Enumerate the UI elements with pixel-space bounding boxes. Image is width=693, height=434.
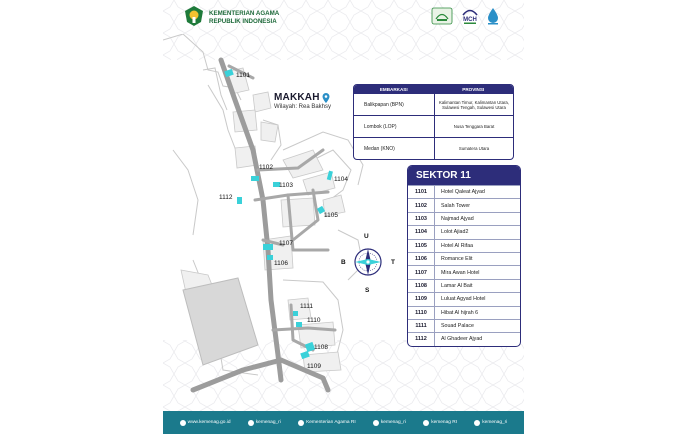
- embarkasi-cell: Medan (KNO): [364, 145, 395, 152]
- hotel-label-1112: 1112: [219, 194, 233, 201]
- hotel-label-1105: 1105: [324, 212, 338, 219]
- hotel-number: 1103: [408, 213, 435, 225]
- hotel-label-1108: 1108: [314, 344, 328, 351]
- sektor-row: [408, 292, 520, 305]
- sektor-row: [408, 279, 520, 292]
- sektor-row: [408, 265, 520, 278]
- hotel-label-1101: 1101: [236, 72, 250, 79]
- building: [281, 198, 315, 227]
- main-road: [193, 360, 281, 390]
- city-name: MAKKAH: [274, 92, 320, 103]
- hotel-marker-1110[interactable]: [296, 322, 302, 327]
- hotel-label-1107: 1107: [279, 240, 293, 247]
- hotel-name: Souad Palace: [441, 323, 474, 330]
- footer-website-text: www.kemenag.go.id: [187, 420, 231, 425]
- hotel-name: Mira Awan Hotel: [441, 269, 480, 276]
- hotel-label-1109: 1109: [307, 363, 321, 370]
- embarkasi-cell: Lombok (LOP): [364, 123, 397, 130]
- hotel-number: 1112: [408, 333, 435, 345]
- embarkasi-row: [354, 115, 513, 137]
- hotel-label-1103: 1103: [279, 182, 293, 189]
- large-block: [183, 278, 258, 365]
- footer: [163, 411, 524, 434]
- hotel-name: Hibat Al hijrah 6: [441, 309, 479, 316]
- header-embarkasi: EMBARKASI: [379, 86, 408, 92]
- hotel-number: 1109: [408, 293, 435, 305]
- footer-x-text: kemenag_ri: [380, 420, 406, 425]
- instagram-icon: [248, 420, 254, 426]
- youtube-icon: [423, 420, 429, 426]
- hotel-name: Hotel Al Rifaa: [441, 242, 474, 249]
- hotel-name: Romance Elit: [441, 256, 473, 263]
- globe-icon: [180, 420, 186, 426]
- ministry-line-1: KEMENTERIAN AGAMA: [209, 10, 280, 17]
- hotel-number: 1104: [408, 226, 435, 238]
- footer-facebook-text: Kementerian Agama RI: [306, 420, 356, 425]
- embarkasi-row: [354, 93, 513, 115]
- mch-text: MCH: [463, 17, 477, 23]
- provinsi-cell: Kalimantan Timur, Kalimantan Utara, Sulawesi Tengah, Sulawesi Utara: [434, 94, 513, 115]
- embarkasi-table: [353, 84, 514, 160]
- footer-instagram[interactable]: [248, 420, 281, 426]
- partner-logo-icon: [431, 6, 453, 26]
- footer-website[interactable]: [180, 420, 231, 426]
- sektor-row: [408, 332, 520, 345]
- hotel-name: Al Ghadeer Ajyad: [441, 336, 483, 343]
- sektor-row: [408, 252, 520, 265]
- footer-youtube-text: kemenag RI: [431, 420, 458, 425]
- tiktok-icon: [474, 420, 480, 426]
- embarkasi-cell: Balikpapan (BPN): [364, 101, 404, 108]
- hotel-label-1111: 1111: [300, 303, 314, 310]
- sektor-row: [408, 239, 520, 252]
- secondary-road: [273, 328, 335, 330]
- sektor-table: [407, 165, 521, 347]
- building: [261, 122, 278, 142]
- hotel-name: Lolot Ajiad2: [441, 229, 469, 236]
- hotel-number: 1101: [408, 186, 435, 198]
- footer-tiktok-text: kemenag_ri: [482, 420, 508, 425]
- sektor-title: SEKTOR 11: [408, 166, 520, 185]
- sektor-row: [408, 198, 520, 211]
- x-icon: [373, 420, 379, 426]
- hotel-marker-1111[interactable]: [293, 311, 298, 316]
- provinsi-cell: Sumatera Utara: [434, 138, 513, 159]
- hotel-label-1110: 1110: [307, 317, 321, 324]
- hotel-number: 1108: [408, 280, 435, 292]
- ministry-line-2: REPUBLIK INDONESIA: [209, 17, 277, 25]
- kemenag-logo-icon: [183, 5, 205, 27]
- footer-tiktok[interactable]: [474, 420, 507, 426]
- compass-north: U: [364, 233, 369, 240]
- hotel-name: Salah Tower: [441, 202, 471, 209]
- footer-x[interactable]: [373, 420, 406, 426]
- sektor-row: [408, 212, 520, 225]
- hotel-name: Hotel Qaleat Ajyad: [441, 189, 485, 196]
- hotel-number: 1110: [408, 307, 435, 319]
- hotel-name: Najmad Ajyad: [441, 215, 474, 222]
- sektor-row: [408, 185, 520, 198]
- hotel-marker-1106[interactable]: [267, 255, 273, 260]
- sektor-row: [408, 306, 520, 319]
- hotel-name: Lamar Al Bait: [441, 282, 473, 289]
- hotel-number: 1102: [408, 199, 435, 211]
- footer-facebook[interactable]: [298, 420, 356, 426]
- map-card: [163, 0, 524, 434]
- compass-east: T: [391, 259, 395, 266]
- hotel-name: Luluat Agyad Hotel: [441, 296, 486, 303]
- location-title: [274, 92, 331, 110]
- compass-west: B: [341, 259, 346, 266]
- secondary-road: [255, 192, 328, 200]
- hotel-label-1104: 1104: [334, 176, 348, 183]
- building: [253, 92, 271, 112]
- hotel-label-1102: 1102: [259, 164, 273, 171]
- hotel-number: 1111: [408, 320, 435, 332]
- footer-instagram-text: kemenag_ri: [255, 420, 281, 425]
- hotel-number: 1106: [408, 253, 435, 265]
- compass: [355, 249, 381, 275]
- terrain-contour: [173, 150, 198, 235]
- header: [163, 0, 524, 36]
- hotel-number: 1107: [408, 266, 435, 278]
- hotel-number: 1105: [408, 240, 435, 252]
- compass-south: S: [365, 287, 370, 294]
- hotel-marker-1107[interactable]: [263, 244, 273, 250]
- mch-logo-icon: [459, 6, 481, 26]
- water-drop-logo-icon: [486, 6, 500, 26]
- header-provinsi: PROVINSI: [462, 86, 485, 92]
- sektor-row: [408, 225, 520, 238]
- facebook-icon: [298, 420, 304, 426]
- provinsi-cell: Nusa Tenggara Barat: [434, 116, 513, 137]
- sektor-row: [408, 319, 520, 332]
- hotel-marker-1102[interactable]: [251, 176, 259, 181]
- embarkasi-header: [354, 85, 513, 93]
- footer-youtube[interactable]: [423, 420, 457, 426]
- ministry-name: [209, 10, 279, 25]
- sektor-rows: [408, 185, 520, 346]
- location-pin-icon: [322, 93, 330, 103]
- hotel-label-1106: 1106: [274, 260, 288, 267]
- hotel-marker-1112[interactable]: [237, 197, 242, 204]
- wilayah-text: Wilayah: Rea Bakhsy: [274, 104, 332, 110]
- embarkasi-row: [354, 137, 513, 159]
